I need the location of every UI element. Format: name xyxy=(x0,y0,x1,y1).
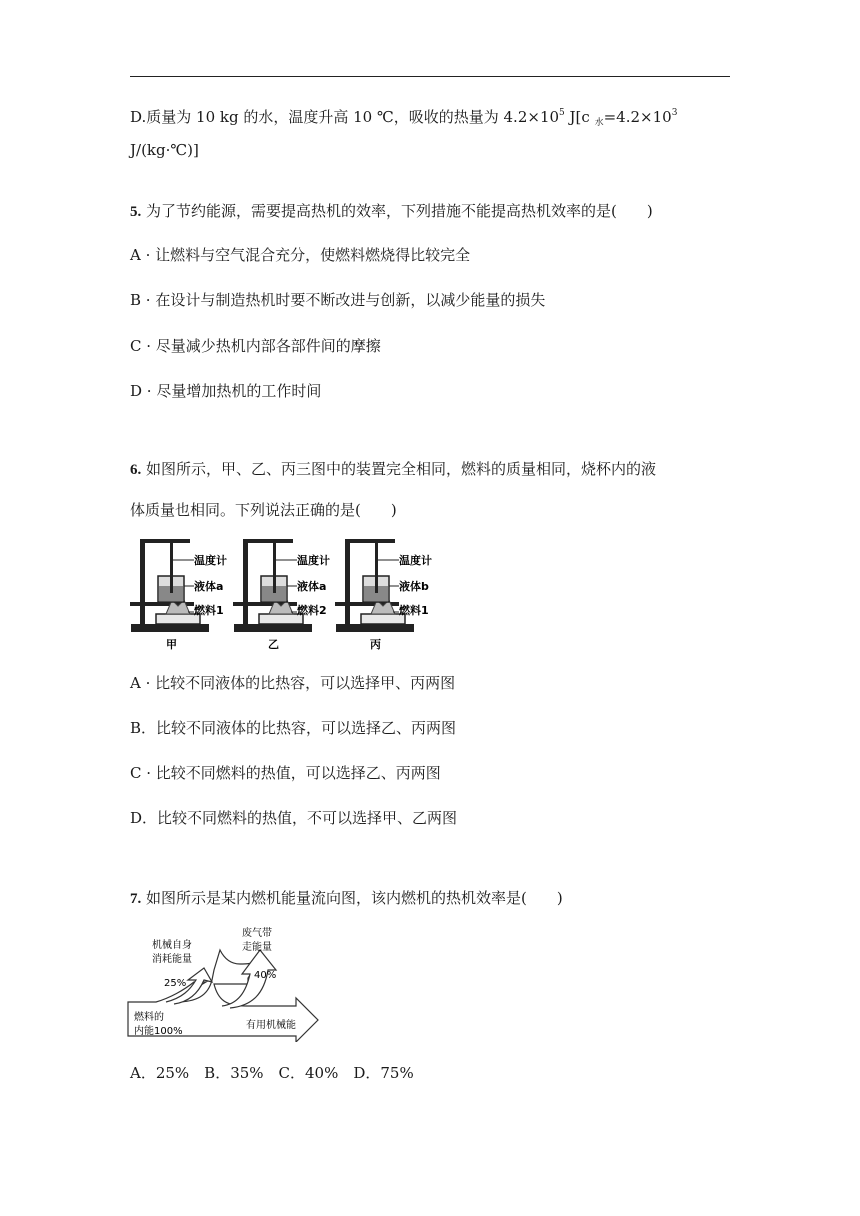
question-number: 6. xyxy=(130,462,142,478)
q4-option-d-text: J[c xyxy=(564,108,595,126)
useful-energy-label: 有用机械能 xyxy=(246,1020,296,1031)
q5-stem-text: 为了节约能源，需要提高热机的效率，下列措施不能提高热机效率的是( ) xyxy=(141,202,653,220)
header-rule xyxy=(130,76,730,77)
q6-stem-cont: 体质量也相同。下列说法正确的是( ) xyxy=(130,501,397,519)
subscript: 水 xyxy=(594,118,604,128)
q5-option-a: A · 让燃料与空气混合充分，使燃料燃烧得比较完全 xyxy=(130,246,471,264)
q7-stem xyxy=(130,888,563,909)
liquid-label: 液体a xyxy=(297,580,327,593)
exponent: 3 xyxy=(671,108,678,118)
q4-option-d xyxy=(130,107,677,127)
fuel-energy-label: 燃料的 xyxy=(134,1012,164,1023)
q7-energy-flow-figure xyxy=(126,924,326,1042)
q5-option-b: B · 在设计与制造热机时要不断改进与创新，以减少能量的损失 xyxy=(130,291,546,309)
q4-option-d-text: D.质量为 10 kg 的水，温度升高 10 ℃，吸收的热量为 4.2×10 xyxy=(130,108,560,126)
fuel-energy-label: 内能100% xyxy=(134,1026,183,1037)
q6-stem xyxy=(130,459,656,480)
fuel-label: 燃料1 xyxy=(194,604,224,617)
fuel-label: 燃料2 xyxy=(297,604,327,617)
exhaust-label: 走能量 xyxy=(242,942,272,953)
apparatus-jia xyxy=(130,539,227,651)
q7-options: A．25% B．35% C．40% D．75% xyxy=(130,1064,414,1082)
exponent: 5 xyxy=(559,108,565,118)
q6-option-c: C · 比较不同燃料的热值，可以选择乙、丙两图 xyxy=(130,764,441,782)
self-consumption-label: 消耗能量 xyxy=(152,954,192,965)
self-consumption-label: 机械自身 xyxy=(152,940,192,951)
thermometer-label: 温度计 xyxy=(194,554,227,567)
fuel-label: 燃料1 xyxy=(399,604,429,617)
liquid-label: 液体b xyxy=(399,580,429,593)
q6-stem-text: 如图所示，甲、乙、丙三图中的装置完全相同，燃料的质量相同，烧杯内的液 xyxy=(141,460,657,478)
q6-option-a: A · 比较不同液体的比热容，可以选择甲、丙两图 xyxy=(130,674,456,692)
q4-option-d-text: =4.2×10 xyxy=(603,108,672,126)
figure-caption-yi: 乙 xyxy=(268,638,279,651)
apparatus-bing xyxy=(335,539,432,651)
exhaust-percent: 40% xyxy=(254,970,277,981)
apparatus-yi xyxy=(233,539,330,651)
q6-option-d: D．比较不同燃料的热值，不可以选择甲、乙两图 xyxy=(130,809,458,827)
q5-stem xyxy=(130,201,653,222)
q5-option-c: C · 尽量减少热机内部各部件间的摩擦 xyxy=(130,337,381,355)
thermometer-label: 温度计 xyxy=(399,554,432,567)
q6-figure xyxy=(128,536,442,654)
figure-caption-bing: 丙 xyxy=(370,638,381,651)
q5-option-d: D · 尽量增加热机的工作时间 xyxy=(130,382,322,400)
figure-caption-jia: 甲 xyxy=(166,638,177,651)
q4-option-d-cont: J/(kg·℃)] xyxy=(130,141,199,159)
liquid-label: 液体a xyxy=(194,580,224,593)
self-consumption-percent: 25% xyxy=(164,978,187,989)
q6-option-b: B．比较不同液体的比热容，可以选择乙、丙两图 xyxy=(130,719,457,737)
q7-stem-text: 如图所示是某内燃机能量流向图，该内燃机的热机效率是( ) xyxy=(141,889,563,907)
question-number: 5. xyxy=(130,204,142,220)
question-number: 7. xyxy=(130,891,142,907)
exhaust-label: 废气带 xyxy=(242,928,272,939)
thermometer-label: 温度计 xyxy=(297,554,330,567)
